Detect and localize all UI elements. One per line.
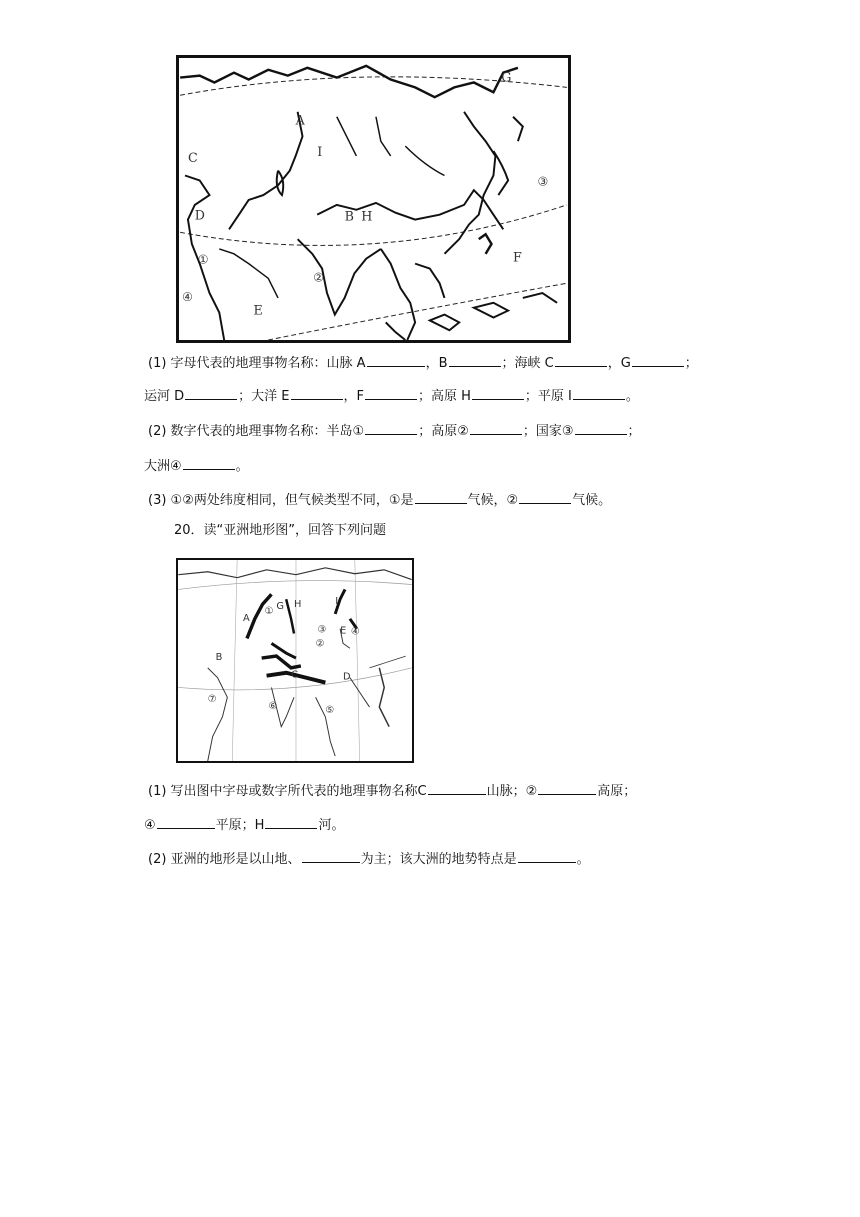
map1-label-B: B xyxy=(344,208,354,224)
map2-label-1: ① xyxy=(264,605,274,617)
q19-l1-text1: (1) 字母代表的地理事物名称：山脉 A xyxy=(148,356,366,371)
answer-blank-ocean-F[interactable] xyxy=(365,385,417,400)
map1-label-D: D xyxy=(194,207,206,223)
q20-l1-text1: (1) 写出图中字母或数字所代表的地理事物名称C xyxy=(148,784,427,799)
answer-blank-canal-D[interactable] xyxy=(185,385,237,400)
q19-l5-text1: (3) ①②两处纬度相同，但气候类型不同，①是 xyxy=(148,493,414,508)
map2-label-B: B xyxy=(215,652,223,664)
q19-l4-text1: 大洲④ xyxy=(144,459,182,474)
q19-l2-text2: ；大洋 E xyxy=(238,389,290,404)
answer-blank-mountain-A[interactable] xyxy=(367,352,425,367)
map2-label-H: H xyxy=(294,599,302,611)
q20-part1-line1 xyxy=(148,780,636,802)
q19-l3-text3: ；国家③ xyxy=(522,424,574,439)
map2-label-4: ④ xyxy=(350,626,360,638)
map1-label-G: G xyxy=(501,69,512,85)
map2-label-G: G xyxy=(276,601,284,613)
q19-l1-text2: ，B xyxy=(425,356,448,371)
map1-label-C: C xyxy=(187,149,198,165)
q19-part3-line1 xyxy=(148,489,611,511)
map1-label-3: ③ xyxy=(537,174,549,189)
q20-l3-text3: 。 xyxy=(576,852,590,867)
answer-blank-plateau-2[interactable] xyxy=(470,420,522,435)
answer-blank-strait-G[interactable] xyxy=(632,352,684,367)
q19-part1-line1 xyxy=(148,352,698,374)
answer-blank-terrain[interactable] xyxy=(302,848,360,863)
answer-blank-mountain-B[interactable] xyxy=(449,352,501,367)
map1-label-F: F xyxy=(513,249,522,265)
q19-l3-text2: ；高原② xyxy=(418,424,469,439)
answer-blank-plain-I[interactable] xyxy=(573,385,625,400)
q20-l3-text2: 为主；该大洲的地势特点是 xyxy=(360,852,517,867)
asia-outline-map-drawing xyxy=(179,58,568,340)
map2-label-5: ⑤ xyxy=(325,704,335,716)
answer-blank-climate-1[interactable] xyxy=(415,489,467,504)
q20-part2-line1 xyxy=(148,848,590,870)
answer-blank-river-H[interactable] xyxy=(265,814,317,829)
map2-label-7: ⑦ xyxy=(207,694,217,706)
map1-label-H: H xyxy=(361,208,373,224)
map1-label-I: I xyxy=(317,143,323,159)
map2-label-6: ⑥ xyxy=(268,701,278,713)
q20-l1-text2: 山脉；② xyxy=(486,784,538,799)
asia-terrain-map xyxy=(176,558,414,763)
answer-blank-continent-4[interactable] xyxy=(183,455,235,470)
q19-l2-text3: ，F xyxy=(343,389,364,404)
map1-label-2: ② xyxy=(313,270,324,285)
answer-blank-relief[interactable] xyxy=(518,848,576,863)
map1-label-E: E xyxy=(253,302,263,318)
answer-blank-strait-C[interactable] xyxy=(555,352,607,367)
q19-l5-text2: 气候，② xyxy=(467,493,519,508)
answer-blank-peninsula-1[interactable] xyxy=(365,420,417,435)
answer-blank-plain-4[interactable] xyxy=(157,814,215,829)
asia-terrain-map-drawing xyxy=(178,560,412,761)
map2-label-C: C xyxy=(291,669,298,681)
map2-label-E: E xyxy=(340,625,347,637)
map1-label-1: ① xyxy=(197,252,209,267)
q19-l2-text5: ；平原 I xyxy=(524,389,572,404)
answer-blank-country-3[interactable] xyxy=(575,420,627,435)
answer-blank-climate-2[interactable] xyxy=(519,489,571,504)
q19-part2-line2 xyxy=(144,455,249,477)
q20-l2-text3: 河。 xyxy=(318,818,345,833)
q20-l3-text1: (2) 亚洲的地形是以山地、 xyxy=(148,852,301,867)
q19-part1-line2 xyxy=(144,385,639,407)
answer-blank-ocean-E[interactable] xyxy=(291,385,343,400)
map2-label-A: A xyxy=(243,612,250,624)
map2-label-2: ② xyxy=(315,638,325,650)
q19-l3-text4: ； xyxy=(627,424,641,439)
answer-blank-mountain-C[interactable] xyxy=(428,780,486,795)
q20-l2-text1: ④ xyxy=(144,818,156,833)
q19-l4-text2: 。 xyxy=(235,459,249,474)
answer-blank-plateau-H[interactable] xyxy=(472,385,524,400)
q19-l1-text4: ，G xyxy=(607,356,631,371)
map1-label-4: ④ xyxy=(182,289,193,304)
q19-l1-text3: ；海峡 C xyxy=(501,356,554,371)
q19-l2-text4: ；高原 H xyxy=(418,389,471,404)
q20-l2-text2: 平原；H xyxy=(215,818,265,833)
q20-l1-text3: 高原； xyxy=(597,784,637,799)
q19-part2-line1 xyxy=(148,420,641,442)
q19-l2-text1: 运河 D xyxy=(144,389,185,404)
q19-l1-text5: ； xyxy=(684,356,698,371)
map2-label-3: ③ xyxy=(317,624,327,636)
q19-l3-text1: (2) 数字代表的地理事物名称：半岛① xyxy=(148,424,365,439)
map2-label-D: D xyxy=(343,671,351,683)
q19-l2-text6: 。 xyxy=(625,389,639,404)
q20-part1-line2 xyxy=(144,814,344,836)
q20-title: 20．读“亚洲地形图”，回答下列问题 xyxy=(174,523,387,538)
answer-blank-plateau-2b[interactable] xyxy=(538,780,596,795)
map2-label-I: I xyxy=(335,596,339,608)
asia-outline-map xyxy=(176,55,571,343)
map1-label-A: A xyxy=(295,112,305,128)
q19-l5-text3: 气候。 xyxy=(572,493,612,508)
